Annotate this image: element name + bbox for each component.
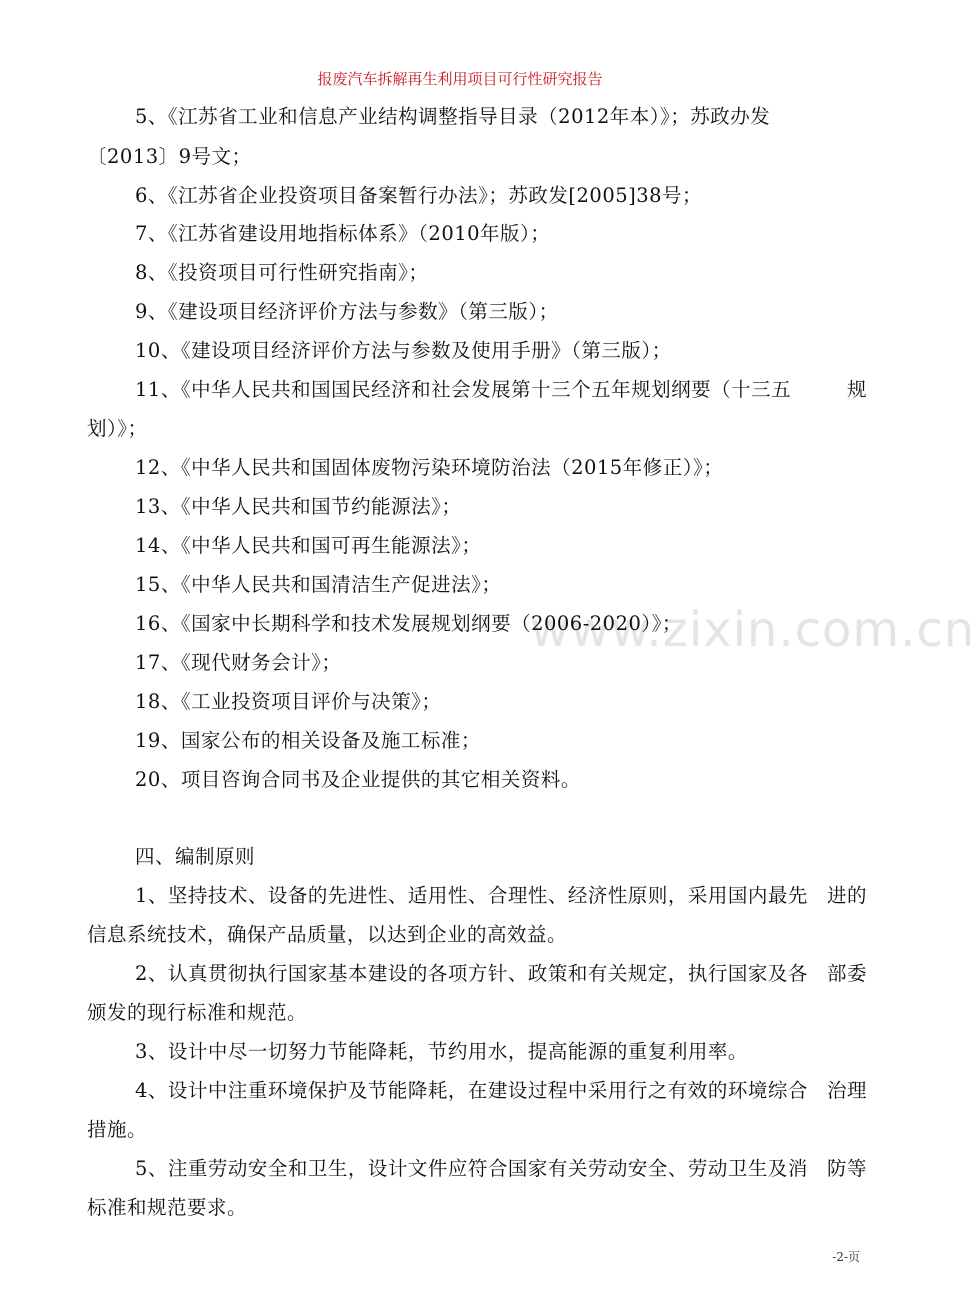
principle-3: 3、设计中尽一切努力节能降耗，节约用水，提高能源的重复利用率。	[135, 1040, 748, 1063]
ref-item-5-line2: 〔2013〕9号文；	[87, 145, 252, 168]
principle-2-text: 2、认真贯彻执行国家基本建设的各项方针、政策和有关规定，执行国家及各	[135, 962, 808, 985]
principle-1-end: 进的	[826, 884, 867, 907]
ref-item-10: 10、《建设项目经济评价方法与参数及使用手册》（第三版）；	[135, 339, 672, 362]
ref-item-15: 15、《中华人民共和国清洁生产促进法》；	[135, 573, 502, 596]
principle-2-line2: 颁发的现行标准和规范。	[87, 1001, 308, 1024]
principle-1-line2: 信息系统技术，确保产品质量，以达到企业的高效益。	[87, 923, 568, 946]
ref-item-12: 12、《中华人民共和国固体废物污染环境防治法（2015年修正）》；	[135, 456, 724, 479]
ref-item-18: 18、《工业投资项目评价与决策》；	[135, 690, 442, 713]
principle-2-line1	[135, 958, 867, 986]
ref-item-5-line1: 5、《江苏省工业和信息产业结构调整指导目录（2012年本）》；苏政办发	[135, 105, 771, 128]
ref-item-11-line2: 划）》；	[87, 417, 148, 440]
principle-5-line2: 标准和规范要求。	[87, 1196, 248, 1219]
principle-4-text: 4、设计中注重环境保护及节能降耗，在建设过程中采用行之有效的环境综合	[135, 1079, 808, 1102]
ref-item-11-text: 11、《中华人民共和国国民经济和社会发展第十三个五年规划纲要（十三五	[135, 378, 792, 401]
ref-item-11-line1	[135, 374, 867, 402]
principle-2-end: 部委	[826, 962, 867, 985]
ref-item-7: 7、《江苏省建设用地指标体系》（2010年版）；	[135, 222, 551, 245]
page-number: -2-页	[832, 1250, 860, 1264]
document-header: 报废汽车拆解再生利用项目可行性研究报告	[317, 70, 603, 88]
ref-item-20: 20、项目咨询合同书及企业提供的其它相关资料。	[135, 768, 581, 791]
ref-item-17: 17、《现代财务会计》；	[135, 651, 342, 674]
principle-5-end: 防等	[826, 1157, 867, 1180]
ref-item-9: 9、《建设项目经济评价方法与参数》（第三版）；	[135, 300, 559, 323]
section-title: 四、编制原则	[135, 845, 256, 868]
ref-item-16: 16、《国家中长期科学和技术发展规划纲要（2006-2020）》；	[135, 612, 682, 635]
ref-item-13: 13、《中华人民共和国节约能源法》；	[135, 495, 462, 518]
principle-4-line2: 措施。	[87, 1118, 148, 1141]
ref-item-8: 8、《投资项目可行性研究指南》；	[135, 261, 429, 284]
principle-4-line1	[135, 1075, 867, 1103]
ref-item-19: 19、国家公布的相关设备及施工标准；	[135, 729, 481, 752]
ref-item-6: 6、《江苏省企业投资项目备案暂行办法》；苏政发[2005]38号；	[135, 184, 703, 207]
ref-item-11-end: 规	[846, 378, 867, 401]
principle-5-text: 5、注重劳动安全和卫生，设计文件应符合国家有关劳动安全、劳动卫生及消	[135, 1157, 808, 1180]
watermark: www.zixin.com.cn	[530, 602, 975, 658]
principle-1-text: 1、坚持技术、设备的先进性、适用性、合理性、经济性原则，采用国内最先	[135, 884, 808, 907]
ref-item-14: 14、《中华人民共和国可再生能源法》；	[135, 534, 482, 557]
principle-1-line1	[135, 880, 867, 908]
principle-5-line1	[135, 1153, 867, 1181]
principle-4-end: 治理	[826, 1079, 867, 1102]
